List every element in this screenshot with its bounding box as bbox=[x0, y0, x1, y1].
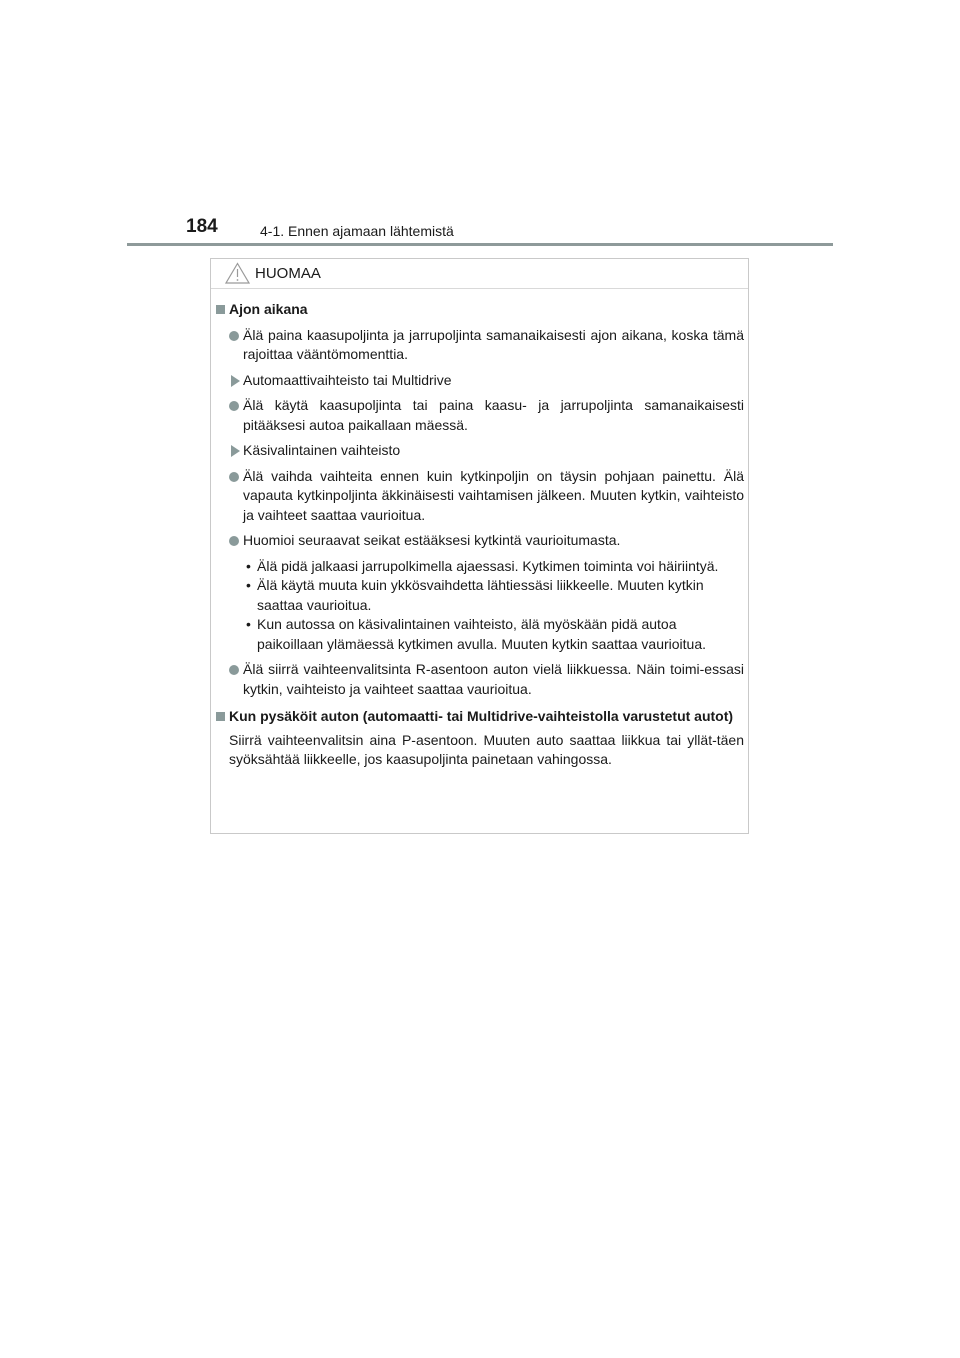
heading-text: Ajon aikana bbox=[229, 301, 308, 317]
section-heading bbox=[216, 300, 744, 320]
sub-item bbox=[216, 615, 744, 654]
section-heading bbox=[216, 707, 744, 727]
square-bullet-icon bbox=[216, 712, 225, 721]
warning-triangle-icon bbox=[225, 262, 250, 284]
sub-item bbox=[216, 557, 744, 577]
sub-marker: • bbox=[246, 616, 251, 632]
bullet-item bbox=[216, 396, 744, 435]
round-bullet-icon bbox=[229, 331, 239, 341]
condition-text: Käsivalintainen vaihteisto bbox=[243, 442, 401, 458]
sub-marker: • bbox=[246, 557, 251, 574]
triangle-arrow-icon bbox=[231, 445, 240, 457]
bullet-text: Älä paina kaasupoljinta ja jarrupoljinta samanaikaisesti ajon aikana, koska tämä rajoittaa vääntömomenttia. bbox=[243, 326, 744, 362]
square-bullet-icon bbox=[216, 305, 225, 314]
round-bullet-icon bbox=[229, 401, 239, 411]
round-bullet-icon bbox=[229, 536, 239, 546]
condition-text: Automaattivaihteisto tai Multidrive bbox=[243, 371, 452, 388]
sub-text: Kun autossa on käsivalintainen vaihteisto, älä myöskään pidä autoa paikoillaan ylämäessä kytkimen avulla. Muuten kytkin saattaa vaurioitua. bbox=[257, 616, 707, 652]
bullet-text: Älä siirrä vaihteenvalitsinta R-asentoon auton vielä liikkuessa. Näin toimi-essasi kytkin, vaihteisto ja vaihteet saattaa vaurioitua. bbox=[243, 661, 744, 697]
sub-item bbox=[216, 576, 744, 615]
heading-text: Kun pysäköit auton (automaatti- tai Multidrive-vaihteistolla varustetut autot) bbox=[229, 708, 734, 724]
notice-title: HUOMAA bbox=[255, 265, 321, 282]
sub-list bbox=[216, 557, 744, 655]
round-bullet-icon bbox=[229, 472, 239, 482]
round-bullet-icon bbox=[229, 665, 239, 675]
triangle-arrow-icon bbox=[231, 375, 240, 387]
page-number: 184 bbox=[186, 216, 218, 237]
notice-box bbox=[210, 258, 749, 834]
section-title: 4-1. Ennen ajamaan lähtemistä bbox=[260, 223, 454, 239]
bullet-item bbox=[216, 660, 744, 699]
bullet-text: Älä käytä kaasupoljinta tai paina kaasu- ja jarrupoljinta samanaikaisesti pitääksesi autoa paikallaan mäessä. bbox=[243, 397, 744, 433]
sub-text: Älä käytä muuta kuin ykkösvaihdetta lähtiessäsi liikkeelle. Muuten kytkin saattaa vaurioitua. bbox=[257, 577, 704, 613]
bullet-text: Huomioi seuraavat seikat estääksesi kytkintä vaurioitumasta. bbox=[243, 532, 621, 548]
sub-text: Älä pidä jalkaasi jarrupolkimella ajaessasi. Kytkimen toiminta voi häiriintyä. bbox=[257, 557, 719, 574]
bullet-text: Älä vaihda vaihteita ennen kuin kytkinpoljin on täysin pohjaan painettu. Älä vapauta kytkinpoljinta äkkinäisesti vaihtamisen jälkeen. Muuten kytkin, vaihteisto ja vaihteet saattaa vaurioitua. bbox=[243, 467, 744, 523]
section-paragraph: Siirrä vaihteenvalitsin aina P-asentoon. Muuten auto saattaa liikkua tai yllät-täen syöksähtää liikkeelle, jos kaasupoljinta painetaan vahingossa. bbox=[229, 731, 744, 767]
bullet-item bbox=[216, 531, 744, 551]
bullet-item bbox=[216, 467, 744, 526]
condition-line bbox=[216, 371, 744, 391]
notice-header bbox=[211, 259, 748, 289]
sub-marker: • bbox=[246, 577, 251, 593]
header-rule bbox=[127, 243, 833, 246]
condition-line bbox=[216, 441, 744, 461]
bullet-item bbox=[216, 326, 744, 365]
notice-body bbox=[216, 300, 744, 770]
